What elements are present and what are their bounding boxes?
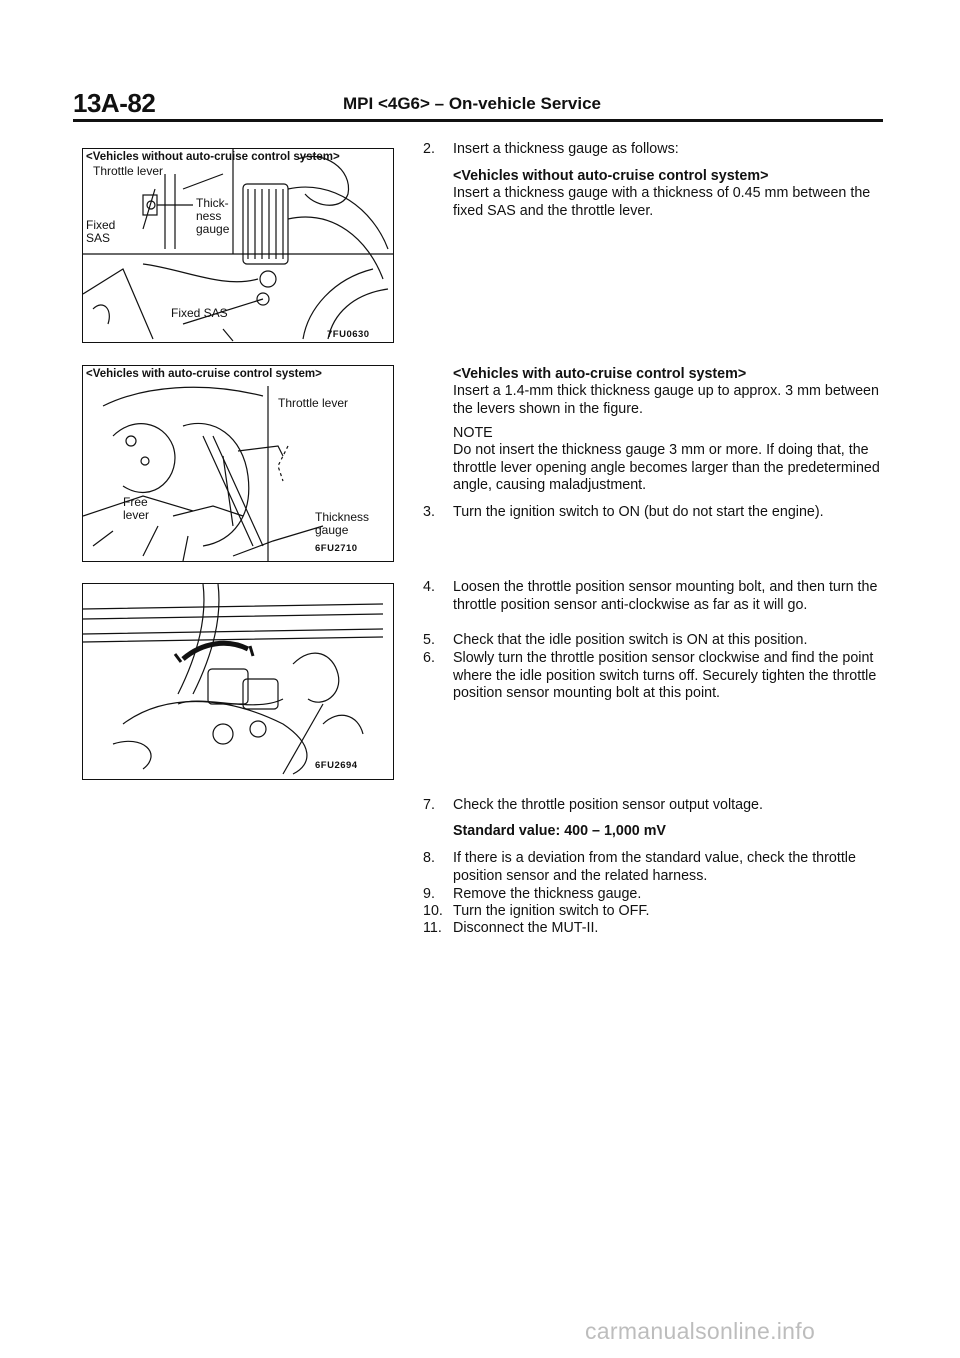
sensor-rotation-illustration	[83, 584, 393, 779]
label-fixed-sas-bottom: Fixed SAS	[171, 306, 228, 320]
note-text: Do not insert the thickness gauge 3 mm or more. If doing that, the throttle lever opening angle becomes larger than the predetermined angle, causing maladjustment.	[453, 442, 880, 493]
figure-throttle-position-sensor	[82, 583, 394, 780]
step-text: Disconnect the MUT-II.	[453, 920, 599, 936]
step-text: Remove the thickness gauge.	[453, 886, 642, 902]
step-number: 7.	[423, 797, 435, 813]
step-number: 9.	[423, 886, 435, 902]
step-number: 5.	[423, 632, 435, 648]
subheading-without-auto-cruise: <Vehicles without auto-cruise control system>	[453, 168, 769, 184]
page-header	[73, 88, 883, 120]
standard-value: Standard value: 400 – 1,000 mV	[453, 823, 666, 839]
step-text: Check the throttle position sensor output voltage.	[453, 797, 763, 813]
label-free-lever-2: lever	[123, 508, 150, 522]
step-text: Turn the ignition switch to ON (but do not start the engine).	[453, 504, 824, 520]
page-number: 13A-82	[73, 88, 156, 118]
step-text: If there is a deviation from the standard value, check the throttle position sensor and the related harness.	[453, 850, 856, 884]
step-number: 3.	[423, 504, 435, 520]
subheading-with-auto-cruise: <Vehicles with auto-cruise control system>	[453, 366, 747, 382]
step-number: 11.	[423, 920, 442, 936]
label-fixed-sas-1: Fixed	[86, 218, 116, 232]
figure-caption: <Vehicles without auto-cruise control system>	[86, 151, 340, 163]
instruction-without-auto-cruise: Insert a thickness gauge with a thickness of 0.45 mm between the fixed SAS and the throttle lever.	[453, 185, 871, 219]
figure-code: 6FU2710	[315, 543, 358, 554]
figure-with-auto-cruise	[82, 365, 394, 562]
label-throttle-lever: Throttle lever	[278, 396, 349, 410]
label-thickness-gauge-1: Thick-	[196, 196, 229, 210]
figure-code: 6FU2694	[315, 760, 358, 771]
instruction-with-auto-cruise: Insert a 1.4-mm thick thickness gauge up to approx. 3 mm between the levers shown in the figure.	[453, 383, 879, 417]
label-thickness-gauge-2: ness	[196, 209, 222, 223]
step-number: 2.	[423, 141, 435, 157]
figure-without-auto-cruise	[82, 148, 394, 343]
label-thickness-gauge-3: gauge	[196, 222, 230, 236]
label-thickness-gauge-1: Thickness	[315, 510, 370, 524]
step-text: Slowly turn the throttle position sensor clockwise and find the point where the idle position switch turns off. Securely tighten the throttle position sensor mounting bolt at this point.	[453, 650, 877, 701]
step-number: 4.	[423, 579, 435, 595]
label-thickness-gauge-2: gauge	[315, 523, 349, 537]
label-fixed-sas-2: SAS	[86, 231, 111, 245]
step-text: Loosen the throttle position sensor mounting bolt, and then turn the throttle position sensor anti-clockwise as far as it will go.	[453, 579, 878, 613]
label-free-lever-1: Free	[123, 495, 148, 509]
figure-code: 7FU0630	[327, 329, 370, 340]
step-text: Insert a thickness gauge as follows:	[453, 141, 679, 157]
step-number: 8.	[423, 850, 435, 866]
page-title: MPI <4G6> – On-vehicle Service	[343, 94, 601, 113]
header-rule	[73, 119, 883, 122]
step-text: Turn the ignition switch to OFF.	[453, 903, 650, 919]
figure-caption: <Vehicles with auto-cruise control system>	[86, 368, 322, 380]
step-text: Check that the idle position switch is ON at this position.	[453, 632, 808, 648]
note-label: NOTE	[453, 425, 493, 441]
step-number: 6.	[423, 650, 435, 666]
watermark: carmanualsonline.info	[585, 1318, 816, 1344]
label-throttle-lever: Throttle lever	[93, 164, 164, 178]
step-number: 10.	[423, 903, 443, 919]
